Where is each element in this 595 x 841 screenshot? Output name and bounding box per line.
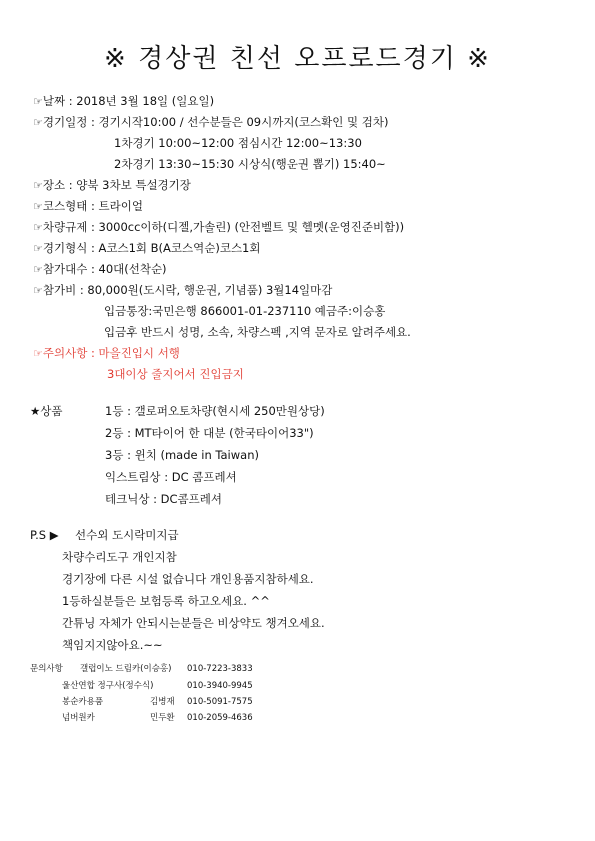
detail-value: 40대(선착순): [98, 262, 167, 276]
pointing-hand-icon: ☞: [33, 221, 43, 234]
ps-text: 간튜닝 자체가 안되시는분들은 비상약도 챙겨오세요.: [62, 616, 325, 630]
detail-continuation: [114, 136, 362, 150]
detail-label: 참가비: [42, 283, 77, 297]
detail-label: 경기형식: [42, 241, 88, 255]
contact-org-text: 넘버원카: [62, 713, 95, 723]
detail-label: 차량규제: [42, 220, 88, 234]
prizes-label-row: [30, 404, 63, 418]
contacts-label-row: [30, 664, 63, 675]
caution-value: 마을진입시 서행: [98, 346, 180, 360]
contact-org-text: 갤럽이노 드림카(이승홍): [80, 664, 172, 674]
detail-value: A코스1회 B(A코스역순)코스1회: [98, 241, 261, 255]
detail-separator: :: [87, 220, 99, 234]
contacts-label: 문의사항: [30, 664, 63, 674]
prize-item: [105, 492, 222, 506]
contact-org: [62, 713, 95, 724]
detail-continuation: [104, 304, 385, 318]
pointing-hand-icon: ☞: [33, 284, 43, 297]
ps-text: 차량수리도구 개인지참: [62, 550, 177, 564]
pointing-hand-icon: ☞: [33, 200, 43, 213]
caution-continuation-text: 3대이상 줄지어서 진입금지: [107, 367, 244, 381]
detail-separator: :: [87, 262, 99, 276]
prize-item: [105, 448, 259, 462]
detail-value: 트라이얼: [98, 199, 143, 213]
detail-separator: :: [76, 283, 88, 297]
pointing-hand-icon: ☞: [33, 95, 43, 108]
prize-item: [105, 470, 237, 484]
detail-continuation-text: 입금후 반드시 성명, 소속, 차량스펙 ,지역 문자로 알려주세요.: [104, 325, 411, 339]
contact-name-text: 김병재: [150, 697, 175, 707]
contact-phone: [187, 713, 253, 724]
prize-text: 1등 : 갤로퍼오토차량(현시세 250만원상당): [105, 404, 325, 418]
detail-value: 2018년 3월 18일 (일요일): [76, 94, 215, 108]
detail-line: [33, 199, 143, 214]
contact-phone-text: 010-2059-4636: [187, 713, 253, 723]
ps-line: [62, 638, 163, 652]
ps-label: P.S: [30, 528, 47, 542]
detail-label: 장소: [42, 178, 66, 192]
prize-text: 2등 : MT타이어 한 대분 (한국타이어33"): [105, 426, 314, 440]
detail-value: 경기시작10:00 / 선수분들은 09시까지(코스확인 및 검차): [98, 115, 389, 129]
ps-line: [62, 594, 270, 608]
detail-value: 양북 3차보 특설경기장: [76, 178, 191, 192]
detail-continuation: [114, 157, 386, 171]
ps-text: 1등하실분들은 보험등록 하고오세요. ^^: [62, 594, 270, 608]
detail-line: [33, 262, 167, 277]
detail-separator: :: [65, 178, 77, 192]
prize-text: 3등 : 윈치 (made in Taiwan): [105, 448, 259, 462]
detail-continuation-text: 입금통장:국민은행 866001-01-237110 예금주:이승홍: [104, 304, 386, 318]
contact-name: [150, 713, 175, 724]
detail-separator: :: [65, 94, 77, 108]
contact-org: [62, 681, 153, 692]
pointing-hand-icon: ☞: [33, 179, 43, 192]
caution-label: 주의사항: [42, 346, 88, 360]
contact-phone: [187, 681, 253, 692]
detail-continuation: [104, 325, 411, 339]
ps-line: [62, 616, 325, 630]
ps-text: 선수외 도시락미지급: [75, 528, 179, 542]
detail-label: 날짜: [42, 94, 66, 108]
detail-label: 경기일정: [42, 115, 88, 129]
pointing-hand-icon: ☞: [33, 347, 43, 360]
detail-line: [33, 178, 191, 193]
prize-item: [105, 426, 314, 440]
caution-separator: :: [87, 346, 99, 360]
caution-line: [33, 346, 180, 361]
arrow-right-icon: ▶: [46, 528, 59, 542]
ps-text: 책임지지않아요.~~: [62, 638, 163, 652]
prize-text: 익스트림상 : DC 콤프레셔: [105, 470, 237, 484]
prize-item: [105, 404, 325, 418]
detail-separator: :: [87, 199, 99, 213]
contact-name-text: 민두환: [150, 713, 175, 723]
pointing-hand-icon: ☞: [33, 242, 43, 255]
ps-line: [62, 550, 177, 564]
contact-phone: [187, 664, 253, 675]
contact-phone-text: 010-5091-7575: [187, 697, 253, 707]
detail-continuation-text: 2차경기 13:30~15:30 시상식(행운권 뽑기) 15:40~: [114, 157, 386, 171]
page-title: ※ 경상권 친선 오프로드경기 ※: [104, 44, 491, 74]
detail-line: [33, 241, 260, 256]
ps-label-row: [30, 528, 59, 542]
contact-org-text: 울산연합 정구사(정수식): [62, 681, 154, 691]
pointing-hand-icon: ☞: [33, 263, 43, 276]
detail-value: 3000cc이하(디젤,가솔린) (안전벨트 및 헬멧(운영진준비함)): [98, 220, 405, 234]
prizes-label: ★상품: [30, 404, 63, 418]
pointing-hand-icon: ☞: [33, 116, 43, 129]
detail-label: 코스형태: [42, 199, 88, 213]
detail-line: [33, 115, 388, 130]
contact-phone-text: 010-7223-3833: [187, 664, 253, 674]
ps-line: [62, 572, 314, 586]
detail-line: [33, 283, 332, 298]
contact-org: [80, 664, 171, 675]
detail-value: 80,000원(도시락, 행운권, 기념품) 3월14일마감: [87, 283, 333, 297]
detail-label: 참가대수: [42, 262, 88, 276]
contact-phone: [187, 697, 253, 708]
prize-text: 테크닉상 : DC콤프레셔: [105, 492, 222, 506]
caution-continuation: [107, 367, 244, 381]
detail-line: [33, 94, 214, 109]
detail-continuation-text: 1차경기 10:00~12:00 점심시간 12:00~13:30: [114, 136, 362, 150]
ps-line: [75, 528, 179, 542]
contact-org: [62, 697, 103, 708]
contact-name: [150, 697, 175, 708]
ps-text: 경기장에 다른 시설 없습니다 개인용품지참하세요.: [62, 572, 314, 586]
detail-separator: :: [87, 241, 99, 255]
contact-phone-text: 010-3940-9945: [187, 681, 253, 691]
contact-org-text: 봉순카용품: [62, 697, 104, 707]
detail-line: [33, 220, 404, 235]
detail-separator: :: [87, 115, 99, 129]
